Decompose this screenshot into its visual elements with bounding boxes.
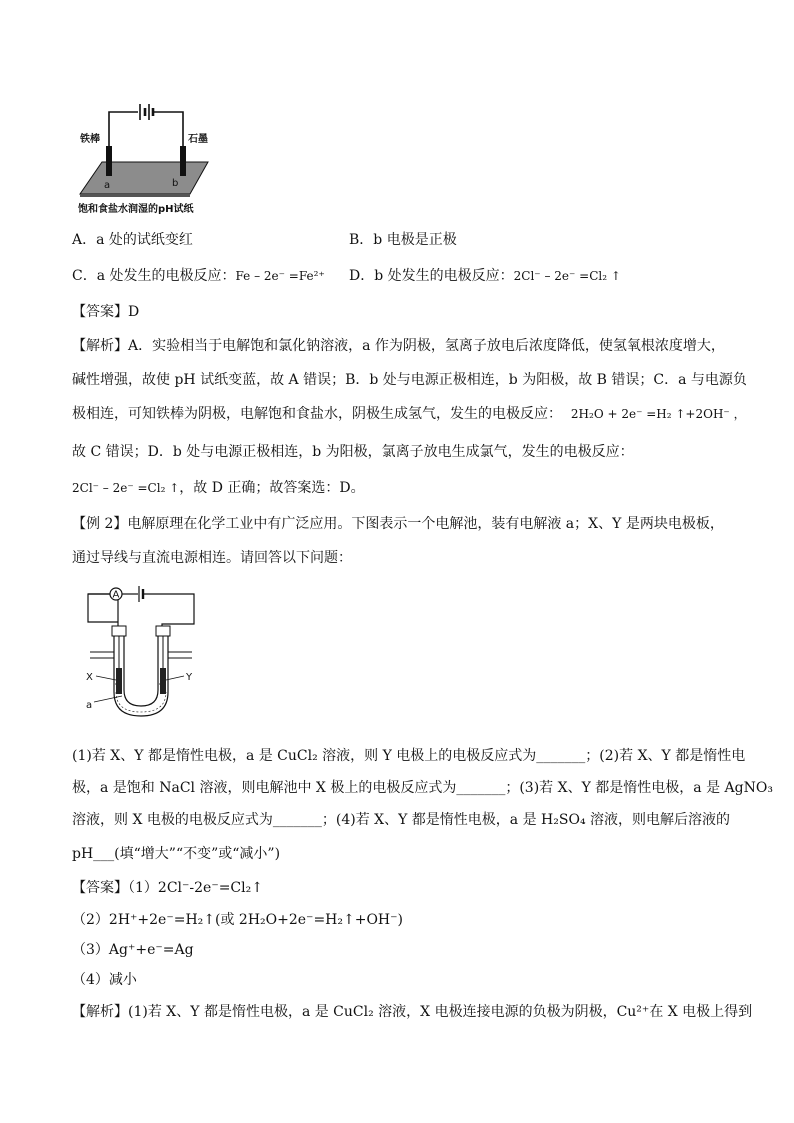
answer-tag: 【答案】: [72, 304, 128, 320]
option-d-text: D．b 处发生的电极反应：: [349, 268, 514, 284]
answer-item-2: （2）2H⁺+2e⁻=H₂↑(或 2H₂O+2e⁻=H₂↑+OH⁻): [72, 912, 403, 928]
example2-line-1: [72, 514, 724, 534]
figure1-caption: 饱和食盐水润湿的pH试纸: [78, 204, 194, 215]
option-c-text: C．a 处发生的电极反应：: [72, 268, 236, 284]
graphite-label: 石墨: [188, 134, 208, 145]
option-c-formula: Fe – 2e⁻ =Fe²⁺: [235, 269, 325, 283]
answer-item-4: （4）减小: [72, 972, 137, 988]
iron-rod-label: 铁棒: [80, 134, 100, 145]
u-tube-electrolysis-figure: [82, 580, 212, 720]
answer-value: D: [128, 304, 140, 320]
analysis-formula: 2Cl⁻ – 2e⁻ =Cl₂ ↑: [72, 481, 180, 495]
analysis-tag: 【解析】: [72, 1004, 128, 1020]
option-c: [72, 266, 325, 286]
q1-analysis-line-4: 故 C 错误；D．b 处与电源正极相连，b 为阳极，氯离子放电生成氯气，发生的电极反应：: [72, 444, 634, 460]
option-d-formula: 2Cl⁻ – 2e⁻ =Cl₂ ↑: [513, 269, 621, 283]
option-b: B．b 电极是正极: [349, 232, 457, 248]
example-text: 电解原理在化学工业中有广泛应用。下图表示一个电解池，装有电解液 a；X、Y 是两块电极板，: [127, 516, 724, 532]
analysis-formula: 2H₂O + 2e⁻ =H₂ ↑+2OH⁻ ，: [570, 407, 746, 421]
q2-line-3: 溶液，则 X 电极的电极反应式为_______；(4)若 X、Y 都是惰性电极，a 是 H₂SO₄ 溶液，则电解后溶液的: [72, 812, 731, 828]
q2-line-1: (1)若 X、Y 都是惰性电极，a 是 CuCl₂ 溶液，则 Y 电极上的电极反应式为_______；(2)若 X、Y 都是惰性电: [72, 748, 746, 764]
option-a: A．a 处的试纸变红: [72, 232, 193, 248]
q1-answer: [72, 302, 139, 322]
analysis-text: (1)若 X、Y 都是惰性电极，a 是 CuCl₂ 溶液，X 电极连接电源的负极为阴极，Cu²⁺在 X 电极上得到: [128, 1004, 753, 1020]
ammeter-label: A: [112, 589, 120, 601]
electrolysis-ph-paper-figure: [72, 98, 222, 218]
q2-line-4: pH___(填“增大”“不变”或“减小”): [72, 846, 281, 862]
example2-line-2: 通过导线与直流电源相连。请回答以下问题：: [72, 550, 352, 566]
answer-item-1: （1）2Cl⁻-2e⁻=Cl₂↑: [128, 880, 263, 896]
analysis-text: ，故 D 正确；故答案选：D。: [179, 480, 365, 496]
point-b-label: b: [172, 178, 179, 189]
q2-answer-line-1: [72, 878, 263, 898]
answer-item-3: （3）Ag⁺+e⁻=Ag: [72, 942, 194, 958]
q1-analysis-line-1: [72, 336, 725, 356]
q1-analysis-line-3: [72, 404, 746, 424]
electrode-x-label: X: [86, 672, 93, 683]
analysis-text: 极相连，可知铁棒为阴极，电解饱和食盐水，阴极生成氢气，发生的电极反应：: [72, 406, 562, 422]
q2-analysis-line-1: [72, 1002, 752, 1022]
solution-a-label: a: [86, 700, 93, 711]
point-a-label: a: [104, 180, 111, 191]
q2-line-2: 极，a 是饱和 NaCl 溶液，则电解池中 X 极上的电极反应式为_______；(3)若 X、Y 都是惰性电极，a 是 AgNO₃: [72, 780, 773, 796]
answer-tag: 【答案】: [72, 880, 128, 896]
q1-analysis-line-2: 碱性增强，故使 pH 试纸变蓝，故 A 错误；B．b 处与电源正极相连，b 为阳极，故 B 错误；C．a 与电源负: [72, 372, 747, 388]
analysis-tag: 【解析】: [72, 338, 128, 354]
electrode-y-label: Y: [186, 672, 193, 683]
example-tag: 【例 2】: [72, 516, 128, 532]
option-d: [349, 266, 621, 286]
analysis-text: A．实验相当于电解饱和氯化钠溶液，a 作为阴极，氢离子放电后浓度降低，使氢氧根浓度增大，: [128, 338, 725, 354]
q1-analysis-line-5: [72, 478, 365, 498]
